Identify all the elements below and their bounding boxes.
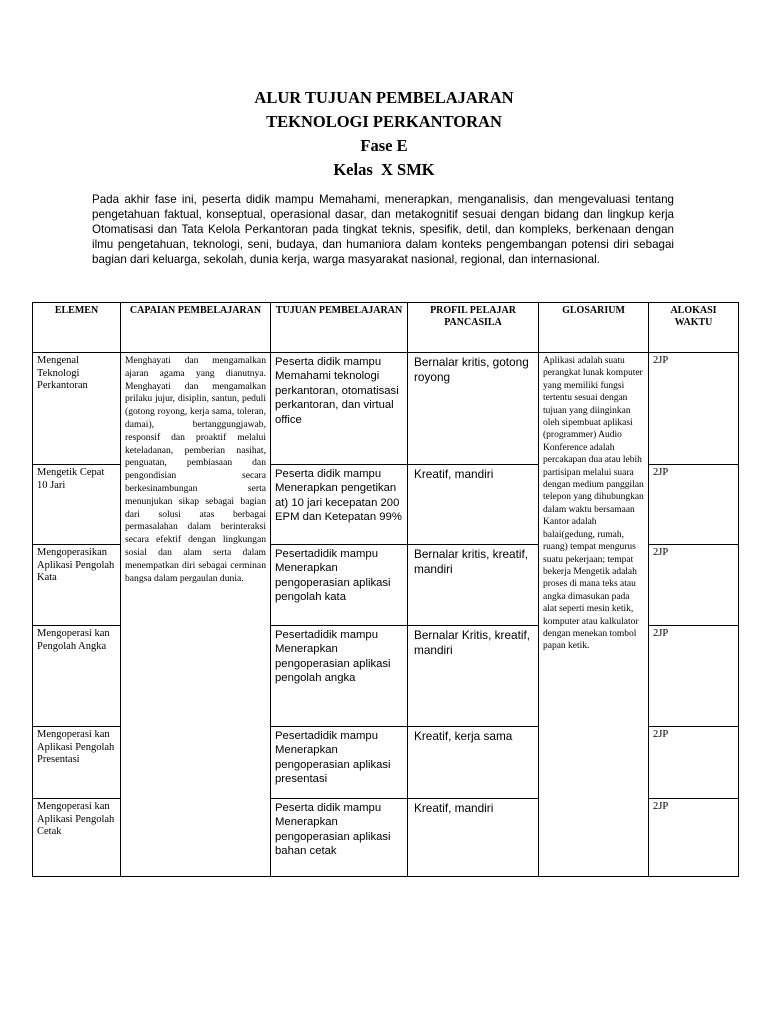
tujuan-cell: Pesertadidik mampu Menerapkan pengoperasian aplikasi presentasi xyxy=(271,727,408,799)
tujuan-cell: Peserta didik mampu Menerapkan pengoperasian aplikasi bahan cetak xyxy=(271,799,408,877)
header-profil: PROFIL PELAJAR PANCASILA xyxy=(408,303,539,353)
profil-cell: Bernalar kritis, gotong royong xyxy=(408,353,539,465)
alokasi-cell: 2JP xyxy=(649,545,739,626)
title-line-2: TEKNOLOGI PERKANTORAN xyxy=(266,112,502,131)
capaian-text: Menghayati dan mengamalkan ajaran agama yang dianutnya. Menghayati dan mengamalkan prilaku jujur, disiplin, santun, peduli (gotong royong, kerja sama, toleran, damai), bertanggungjawab, responsif dan proaktif melalui keteladanan, pemberian nasihat, penguatan, pembiasaan dan pengondisian secara berkesinambungan serta menunjukan sikap sebagai bagian dari solusi atas berbagai permasalahan dalam berinteraksi secara efektif dengan lingkungan sosial dan alam serta dalam menempatkan diri sebagai cerminan bangsa dalam pergaulan dunia. xyxy=(125,355,266,584)
alokasi-cell: 2JP xyxy=(649,353,739,465)
title-line-1: ALUR TUJUAN PEMBELAJARAN xyxy=(254,88,514,107)
profil-cell: Kreatif, kerja sama xyxy=(408,727,539,799)
tujuan-cell: Peserta didik mampu Menerapkan pengetikan at) 10 jari kecepatan 200 EPM dan Ketepatan 99% xyxy=(271,465,408,545)
glosarium-cell: Aplikasi adalah suatu perangkat lunak komputer yang memiliki fungsi tertentu sesuai dengan tujuan yang diinginkan oleh sipembuat aplikasi (programmer) Audio Konference adalah percakapan dua atau lebih partisipan melalui suara dengan medium panggilan telepon yang dihubungkan dalam waktu bersamaan Kantor adalah balai(gedung, rumah, ruang) tempat mengurus suatu pekerjaan; tempat bekerja Mengetik adalah proses di mana teks atau angka dimasukan pada alat seperti mesin ketik, komputer atau kalkulator dengan menekan tombol papan ketik. xyxy=(539,353,649,877)
profil-cell: Kreatif, mandiri xyxy=(408,465,539,545)
table-header-row xyxy=(33,303,739,353)
elemen-cell: Mengoperasi kan Pengolah Angka xyxy=(33,626,121,727)
elemen-cell: Mengenal Teknologi Perkantoran xyxy=(33,353,121,465)
alokasi-cell: 2JP xyxy=(649,465,739,545)
tujuan-cell: Peserta didik mampu Memahami teknologi perkantoran, otomatisasi perkantoran, dan virtual office xyxy=(271,353,408,465)
elemen-cell: Mengoperasi kan Aplikasi Pengolah Presentasi xyxy=(33,727,121,799)
title-line-3: Fase E xyxy=(360,136,408,155)
title-line-4: Kelas X SMK xyxy=(333,160,435,179)
profil-cell: Kreatif, mandiri xyxy=(408,799,539,877)
tujuan-cell: Pesertadidik mampu Menerapkan pengoperasian aplikasi pengolah angka xyxy=(271,626,408,727)
table-row xyxy=(33,353,739,465)
learning-path-table xyxy=(32,302,739,877)
alokasi-cell: 2JP xyxy=(649,727,739,799)
intro-paragraph: Pada akhir fase ini, peserta didik mampu Memahami, menerapkan, menganalisis, dan mengevaluasi tentang pengetahuan faktual, konseptual, operasional dasar, dan metakognitif sesuai dengan bidang dan lingkup kerja Otomatisasi dan Tata Kelola Perkantoran pada tingkat teknis, spesifik, detil, dan kompleks, berkenaan dengan ilmu pengetahuan, teknologi, seni, budaya, dan humaniora dalam konteks pengembangan potensi diri sebagai bagian dari keluarga, sekolah, dunia kerja, warga masyarakat nasional, regional, dan internasional. xyxy=(92,193,674,267)
elemen-cell: Mengoperasi kan Aplikasi Pengolah Cetak xyxy=(33,799,121,877)
header-capaian: CAPAIAN PEMBELAJARAN xyxy=(121,303,271,353)
capaian-cell xyxy=(121,353,271,877)
tujuan-cell: Pesertadidik mampu Menerapkan pengoperasian aplikasi pengolah kata xyxy=(271,545,408,626)
elemen-cell: Mengetik Cepat 10 Jari xyxy=(33,465,121,545)
profil-cell: Bernalar Kritis, kreatif, mandiri xyxy=(408,626,539,727)
document-title xyxy=(0,86,768,182)
header-alokasi: ALOKASI WAKTU xyxy=(649,303,739,353)
alokasi-cell: 2JP xyxy=(649,799,739,877)
alokasi-cell: 2JP xyxy=(649,626,739,727)
elemen-cell: Mengoperasikan Aplikasi Pengolah Kata xyxy=(33,545,121,626)
profil-cell: Bernalar kritis, kreatif, mandiri xyxy=(408,545,539,626)
header-glosarium: GLOSARIUM xyxy=(539,303,649,353)
header-elemen: ELEMEN xyxy=(33,303,121,353)
header-tujuan: TUJUAN PEMBELAJARAN xyxy=(271,303,408,353)
